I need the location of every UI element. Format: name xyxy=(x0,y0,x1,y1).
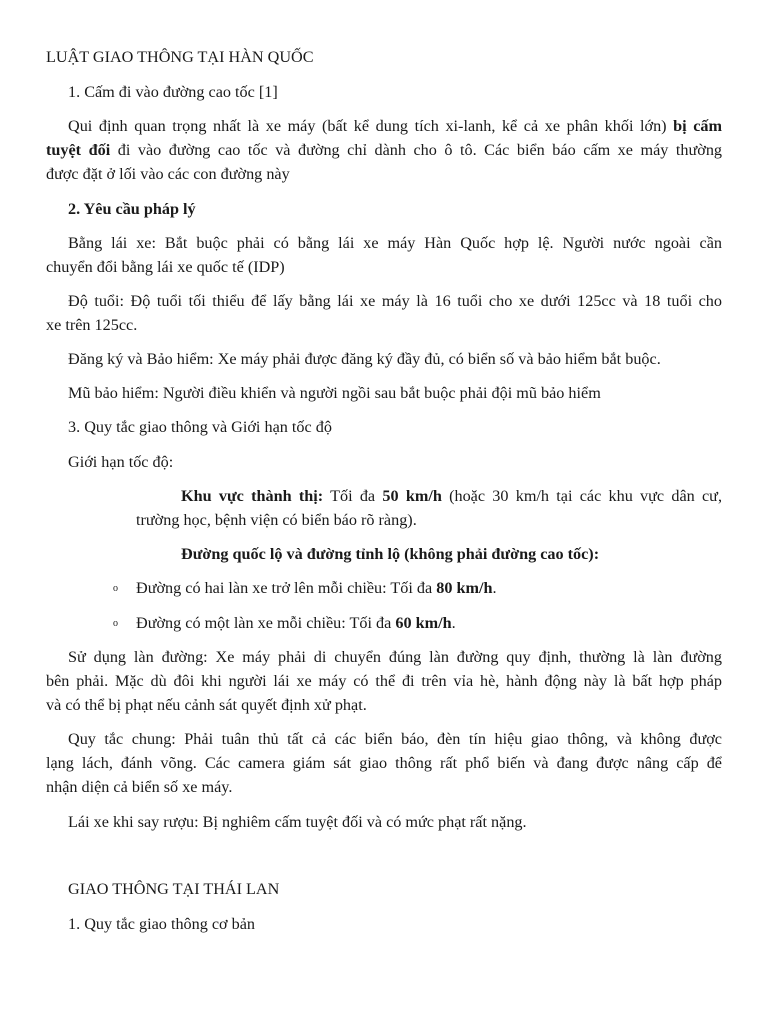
general-rule-line-1: Quy tắc chung: Phải tuân thủ tất cả các biển báo, đèn tín hiệu giao thông, và không được xyxy=(68,730,722,748)
speed-value: 50 km/h xyxy=(382,487,442,505)
urban-speed-line-2: trường học, bệnh viện có biển báo rõ ràng). xyxy=(136,511,417,529)
license-line-2: chuyển đổi bằng lái xe quốc tế (IDP) xyxy=(46,258,285,276)
general-rule-line-2: lạng lách, đánh võng. Các camera giám sát giao thông rất phổ biến và đang được nâng cấp để xyxy=(46,754,722,772)
paragraph-text: đi vào đường cao tốc và đường chỉ dành cho ô tô. Các biển báo cấm xe máy thường xyxy=(110,141,723,159)
paragraph-text: Tối đa xyxy=(323,487,383,505)
section-3-heading: 3. Quy tắc giao thông và Giới hạn tốc độ xyxy=(68,418,332,436)
highway-heading: Đường quốc lộ và đường tỉnh lộ (không phải đường cao tốc): xyxy=(181,545,600,563)
bold-text: bị cấm xyxy=(673,117,723,135)
section-2-heading: 2. Yêu cầu pháp lý xyxy=(68,200,196,218)
bullet-icon: o xyxy=(113,583,118,594)
two-lane-speed-line xyxy=(136,578,497,598)
license-line-1: Bằng lái xe: Bắt buộc phải có bằng lái xe máy Hàn Quốc hợp lệ. Người nước ngoài cần xyxy=(68,234,722,252)
speed-value: 80 km/h xyxy=(436,579,493,597)
section-1-paragraph-line-3: được đặt ở lối vào các con đường này xyxy=(46,165,290,183)
section-1-paragraph-line-1 xyxy=(46,116,722,136)
bullet-icon: o xyxy=(113,618,118,629)
paragraph-text: (hoặc 30 km/h tại các khu vực dân cư, xyxy=(441,487,722,505)
helmet-line: Mũ bảo hiểm: Người điều khiển và người ngồi sau bắt buộc phải đội mũ bảo hiểm xyxy=(68,384,601,402)
speed-value: 60 km/h xyxy=(395,614,452,632)
punctuation: . xyxy=(492,579,497,597)
lane-line-2: bên phải. Mặc dù đôi khi người lái xe máy có thể đi trên vỉa hè, hành động này là bất hợp pháp xyxy=(46,672,722,690)
lane-line-1: Sử dụng làn đường: Xe máy phải di chuyển đúng làn đường quy định, thường là làn đường xyxy=(68,648,722,666)
document-title: LUẬT GIAO THÔNG TẠI HÀN QUỐC xyxy=(46,48,314,66)
paragraph-text: Đường có hai làn xe trở lên mỗi chiều: Tối đa xyxy=(136,579,437,597)
bold-text: tuyệt đối xyxy=(46,141,111,159)
thailand-title: GIAO THÔNG TẠI THÁI LAN xyxy=(68,880,280,898)
urban-speed-line-1 xyxy=(136,486,722,506)
section-1-paragraph-line-2 xyxy=(46,140,722,160)
punctuation: . xyxy=(451,614,456,632)
paragraph-text: Đường có một làn xe mỗi chiều: Tối đa xyxy=(136,614,396,632)
section-1-heading: 1. Cấm đi vào đường cao tốc [1] xyxy=(68,83,278,101)
paragraph-text: Qui định quan trọng nhất là xe máy (bất kể dung tích xi-lanh, kể cả xe phân khối lớn) xyxy=(68,117,674,135)
one-lane-speed-line xyxy=(136,613,456,633)
bold-text: Khu vực thành thị: xyxy=(181,487,324,505)
age-line-2: xe trên 125cc. xyxy=(46,316,138,334)
age-line-1: Độ tuổi: Độ tuổi tối thiểu để lấy bằng lái xe máy là 16 tuổi cho xe dưới 125cc và 18 tuổi cho xyxy=(68,292,722,310)
drunk-driving-line: Lái xe khi say rượu: Bị nghiêm cấm tuyệt đối và có mức phạt rất nặng. xyxy=(68,813,527,831)
general-rule-line-3: nhận diện cả biển số xe máy. xyxy=(46,778,233,796)
lane-line-3: và có thể bị phạt nếu cảnh sát quyết định xử phạt. xyxy=(46,696,367,714)
speed-limit-label: Giới hạn tốc độ: xyxy=(68,453,174,471)
thailand-section-1-heading: 1. Quy tắc giao thông cơ bản xyxy=(68,915,256,933)
registration-line: Đăng ký và Bảo hiểm: Xe máy phải được đăng ký đầy đủ, có biển số và bảo hiểm bắt buộc. xyxy=(68,350,661,368)
